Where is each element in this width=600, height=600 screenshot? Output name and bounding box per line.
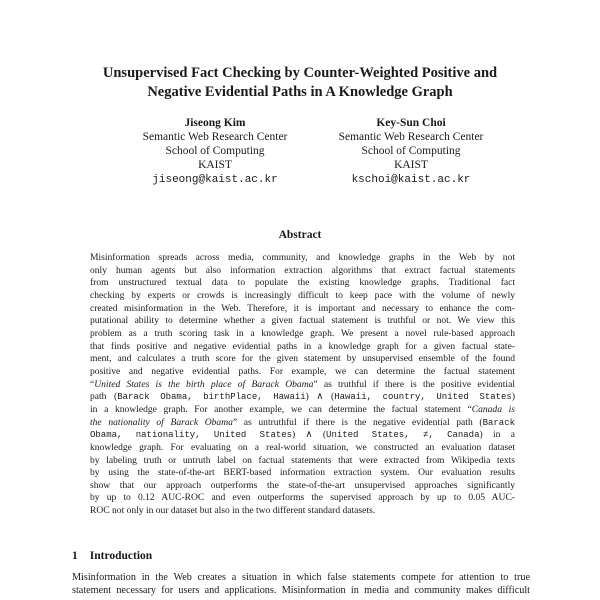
abstract-line: only human agents but also information extraction algorithms that extract factual statements [90,264,515,276]
title-line-1: Unsupervised Fact Checking by Counter-Weighted Positive and [102,65,498,81]
abstract-line: by labeling truth or untruth label on factual statements that were extracted from Wikipedia texts [90,454,515,466]
example-statement-2: Canada is [471,403,515,415]
abstract-line: ROC not only in our dataset but also in the two different standard datasets. [90,505,376,517]
evidential-triple: Obama, nationality, United States [90,430,293,441]
author-affiliation: Semantic Web Research Center [142,131,288,143]
author-organization: KAIST [198,159,232,171]
abstract-line: by using the state-of-the-art BERT-based information extraction system. Our evaluation results [90,467,515,479]
abstract-line [90,379,515,392]
abstract-line: knowledge graph. For evaluating on a real-world situation, we constructed an evaluation dataset [90,441,515,453]
abstract-line [90,391,515,404]
abstract-text: ) in a [479,429,515,441]
section-title: Introduction [89,550,153,562]
abstract-line: problem as a truth scoring task in a knowledge graph. We present a novel rule-based approach [90,327,515,339]
evidential-triple: Barack [482,417,515,428]
abstract-line [90,429,515,442]
author-department: School of Computing [361,145,461,157]
abstract-line [90,404,515,417]
author-affiliation: Semantic Web Research Center [338,131,484,143]
example-statement-2-cont: the nationality of Barack Obama [90,416,233,428]
author-organization: KAIST [394,159,428,171]
author-name: Key-Sun Choi [376,117,446,129]
abstract-text: ” as untruthful if there is the negative evidential path ( [232,416,483,428]
abstract-line: from unstructured textual data to populate the existing knowledge graphs. Traditional fact [90,277,515,289]
abstract-text: ” as truthful if there is the positive evidential [313,378,515,390]
evidential-triple: United States, ≠, Canada [326,430,480,441]
introduction-body [72,571,530,597]
author-block-2 [311,116,511,187]
quote-mark: “ [90,378,95,390]
paper-title [60,64,540,102]
abstract-text: ) ∧ ( [292,429,327,441]
abstract-line: ment, and calculates a truth score for the given statement by unsupervised ensemble of the found [90,353,515,365]
intro-line: statement necessary for users and applications. Misinformation in media and community makes difficult [72,585,530,596]
abstract-line [90,417,515,430]
abstract-line: positive and negative evidential paths. For example, we can determine the factual statement [90,365,515,377]
author-email: kschoi@kaist.ac.kr [351,174,471,186]
title-line-2: Negative Evidential Paths in A Knowledge Graph [147,84,453,100]
author-department: School of Computing [165,145,265,157]
evidential-triple: Barack Obama, birthPlace, Hawaii [117,392,306,403]
abstract-line: by up to 0.12 AUC-ROC and even outperforms the supervised approach by up to 0.05 AUC- [90,492,515,504]
abstract-line: putational ability to determine whether a given factual statement is truthful or not. We view this [90,315,515,327]
abstract-text: ) ∧ ( [305,391,335,403]
abstract-text: path ( [90,391,118,403]
example-statement-1: United States is the birth place of Barack Obama [94,378,314,390]
intro-line: Misinformation in the Web creates a situation in which false statements compete for attention to true [72,572,530,583]
abstract-line: that finds positive and negative evidential paths in a knowledge graph for a given factual state- [90,340,515,352]
author-block-1 [115,116,315,187]
evidential-triple: Hawaii, country, United States [334,392,512,403]
abstract-line: Misinformation spreads across media, community, and knowledge graphs in the Web by not [90,252,515,263]
abstract-line: show that our approach outperforms the state-of-the-art unsupervised approaches significantly [90,479,515,491]
section-heading [72,550,152,562]
abstract-line: checking by experts or crowds is increasingly difficult to keep pace with the volume of newly [90,289,515,301]
abstract-line: created misinformation in the Web. Therefore, it is important and necessary to enhance the com- [90,302,515,314]
abstract-body [90,252,515,518]
abstract-heading: Abstract [278,229,322,241]
abstract-text: in a knowledge graph. For another example, we can determine the factual statement “ [90,403,472,415]
author-name: Jiseong Kim [184,117,246,129]
abstract-text: ) [511,391,515,403]
author-email: jiseong@kaist.ac.kr [152,174,278,186]
section-number: 1 [72,550,78,562]
